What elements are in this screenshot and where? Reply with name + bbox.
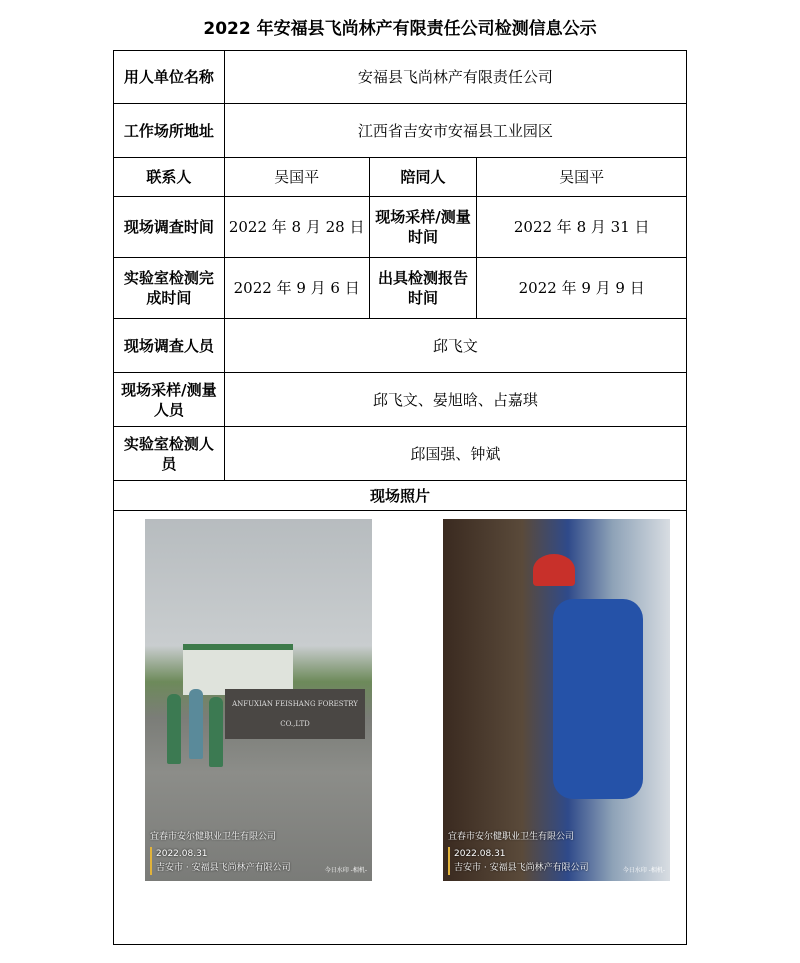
watermark-logo: 今日水印 -相机- — [622, 867, 665, 874]
worker-graphic — [553, 599, 643, 799]
survey-time-value: 2022 年 8 月 28 日 — [224, 197, 369, 258]
sampling-time-value: 2022 年 8 月 31 日 — [477, 197, 687, 258]
survey-time-label: 现场调查时间 — [114, 197, 225, 258]
lab-done-label: 实验室检测完成时间 — [114, 258, 225, 319]
escort-label: 陪同人 — [369, 158, 477, 197]
contact-value: 吴国平 — [224, 158, 369, 197]
caption-location: 吉安市 · 安福县飞尚林产有限公司 — [156, 863, 291, 873]
caption-company: 宜春市安尔健职业卫生有限公司 — [150, 832, 277, 842]
person-graphic — [167, 694, 181, 764]
lab-staff-value: 邱国强、钟斌 — [224, 427, 686, 481]
helmet-graphic — [533, 554, 575, 586]
company-sign: ANFUXIAN FEISHANG FORESTRY CO.,LTD — [225, 689, 365, 739]
sampling-time-label: 现场采样/测量时间 — [369, 197, 477, 258]
sampler-value: 邱飞文、晏旭晗、占嘉琪 — [224, 373, 686, 427]
person-graphic — [189, 689, 203, 759]
photos-cell — [114, 511, 687, 945]
photos-header: 现场照片 — [114, 481, 687, 511]
info-table — [113, 50, 687, 945]
employer-label: 用人单位名称 — [114, 51, 225, 104]
photo-caption — [150, 830, 291, 875]
surveyor-label: 现场调查人员 — [114, 319, 225, 373]
address-label: 工作场所地址 — [114, 104, 225, 158]
page-title: 2022 年安福县飞尚林产有限责任公司检测信息公示 — [203, 19, 597, 39]
watermark-logo: 今日水印 -相机- — [324, 867, 367, 874]
person-graphic — [209, 697, 223, 767]
address-value: 江西省吉安市安福县工业园区 — [224, 104, 686, 158]
site-photo-building — [145, 519, 372, 881]
building-graphic — [183, 644, 293, 695]
escort-value: 吴国平 — [477, 158, 687, 197]
report-time-label: 出具检测报告时间 — [369, 258, 477, 319]
caption-location: 吉安市 · 安福县飞尚林产有限公司 — [454, 863, 589, 873]
sampler-label: 现场采样/测量人员 — [114, 373, 225, 427]
photo-caption — [448, 830, 589, 875]
surveyor-value: 邱飞文 — [224, 319, 686, 373]
lab-staff-label: 实验室检测人员 — [114, 427, 225, 481]
caption-date: 2022.08.31 — [156, 849, 208, 859]
caption-company: 宜春市安尔健职业卫生有限公司 — [448, 832, 575, 842]
caption-date: 2022.08.31 — [454, 849, 506, 859]
report-time-value: 2022 年 9 月 9 日 — [477, 258, 687, 319]
contact-label: 联系人 — [114, 158, 225, 197]
employer-value: 安福县飞尚林产有限责任公司 — [224, 51, 686, 104]
site-photo-sampling — [443, 519, 670, 881]
lab-done-value: 2022 年 9 月 6 日 — [224, 258, 369, 319]
